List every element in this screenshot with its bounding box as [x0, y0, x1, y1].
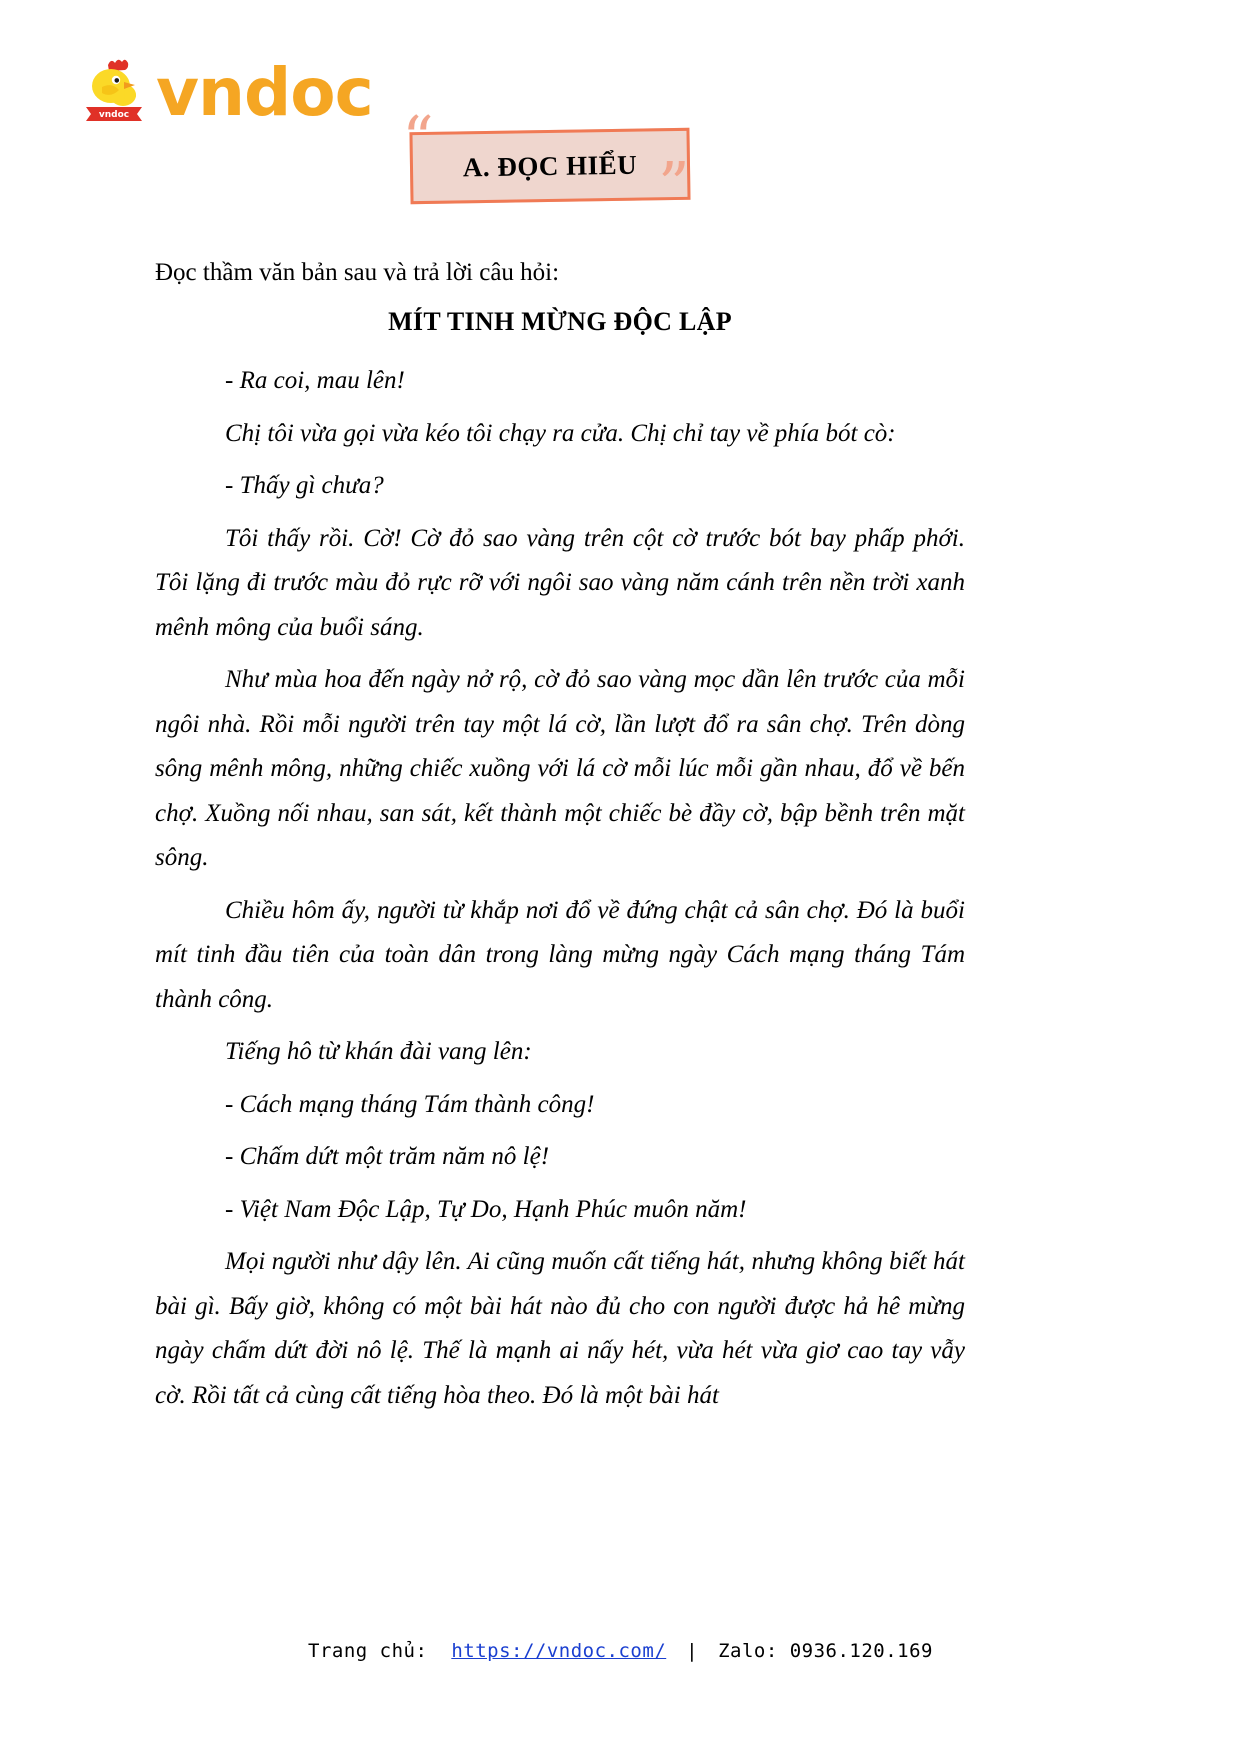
- quote-open-icon: “: [402, 102, 434, 175]
- vndoc-logo[interactable]: [78, 52, 373, 130]
- logo-wordmark: vndoc: [156, 54, 373, 131]
- footer-separator: |: [686, 1640, 699, 1662]
- passage-paragraph: Tiếng hô từ khán đài vang lên:: [225, 1038, 532, 1066]
- svg-text:vndoc: vndoc: [98, 110, 130, 120]
- passage-paragraph: - Thấy gì chưa?: [225, 472, 384, 500]
- chicken-mascot-icon: [78, 55, 150, 127]
- passage-paragraph: Mọi người như dậy lên. Ai cũng muốn cất tiếng hát, nhưng không biết hát bài gì. Bấy giờ, không có một bài hát nào đủ cho con người được hả hê mừng ngày chấm dứt đời nô lệ. Thế là mạnh ai nấy hét, vừa hét vừa giơ cao tay vẫy cờ. Rồi tất cả cùng cất tiếng hòa theo. Đó là một bài hát: [155, 1248, 965, 1409]
- section-banner: [400, 102, 700, 221]
- footer-zalo: Zalo: 0936.120.169: [718, 1640, 933, 1662]
- footer-home-label: Trang chủ:: [308, 1640, 428, 1662]
- quote-close-icon: ”: [658, 148, 690, 221]
- passage-title: MÍT TINH MỪNG ĐỘC LẬP: [388, 307, 732, 337]
- page-footer: [0, 1640, 1241, 1662]
- passage-paragraphs: [155, 359, 965, 1418]
- passage-paragraph: - Cách mạng tháng Tám thành công!: [225, 1090, 595, 1118]
- footer-home-link[interactable]: https://vndoc.com/: [451, 1640, 667, 1662]
- passage-paragraph: Như mùa hoa đến ngày nở rộ, cờ đỏ sao vàng mọc dần lên trước của mỗi ngôi nhà. Rồi mỗi người trên tay một lá cờ, lần lượt đổ ra sân chợ. Trên dòng sông mênh mông, những chiếc xuồng với lá cờ mỗi lúc mỗi gần nhau, đổ về bến chợ. Xuồng nối nhau, san sát, kết thành một chiếc bè đầy cờ, bập bềnh trên mặt sông.: [155, 666, 965, 872]
- document-body: [155, 255, 965, 1426]
- passage-paragraph: Tôi thấy rồi. Cờ! Cờ đỏ sao vàng trên cột cờ trước bót bay phấp phới. Tôi lặng đi trước màu đỏ rực rỡ với ngôi sao vàng năm cánh trên nền trời xanh mênh mông của buổi sáng.: [155, 524, 965, 641]
- passage-paragraph: - Ra coi, mau lên!: [225, 367, 405, 395]
- passage-paragraph: Chị tôi vừa gọi vừa kéo tôi chạy ra cửa. Chị chỉ tay về phía bót cò:: [225, 419, 896, 447]
- reading-instruction: Đọc thầm văn bản sau và trả lời câu hỏi:: [155, 259, 560, 286]
- passage-paragraph: - Việt Nam Độc Lập, Tự Do, Hạnh Phúc muôn năm!: [225, 1195, 747, 1223]
- passage-paragraph: Chiều hôm ấy, người từ khắp nơi đổ về đứng chật cả sân chợ. Đó là buổi mít tinh đầu tiên của toàn dân trong làng mừng ngày Cách mạng tháng Tám thành công.: [155, 896, 965, 1013]
- passage-paragraph: - Chấm dứt một trăm năm nô lệ!: [225, 1143, 550, 1171]
- section-title: A. ĐỌC HIỂU: [462, 149, 638, 182]
